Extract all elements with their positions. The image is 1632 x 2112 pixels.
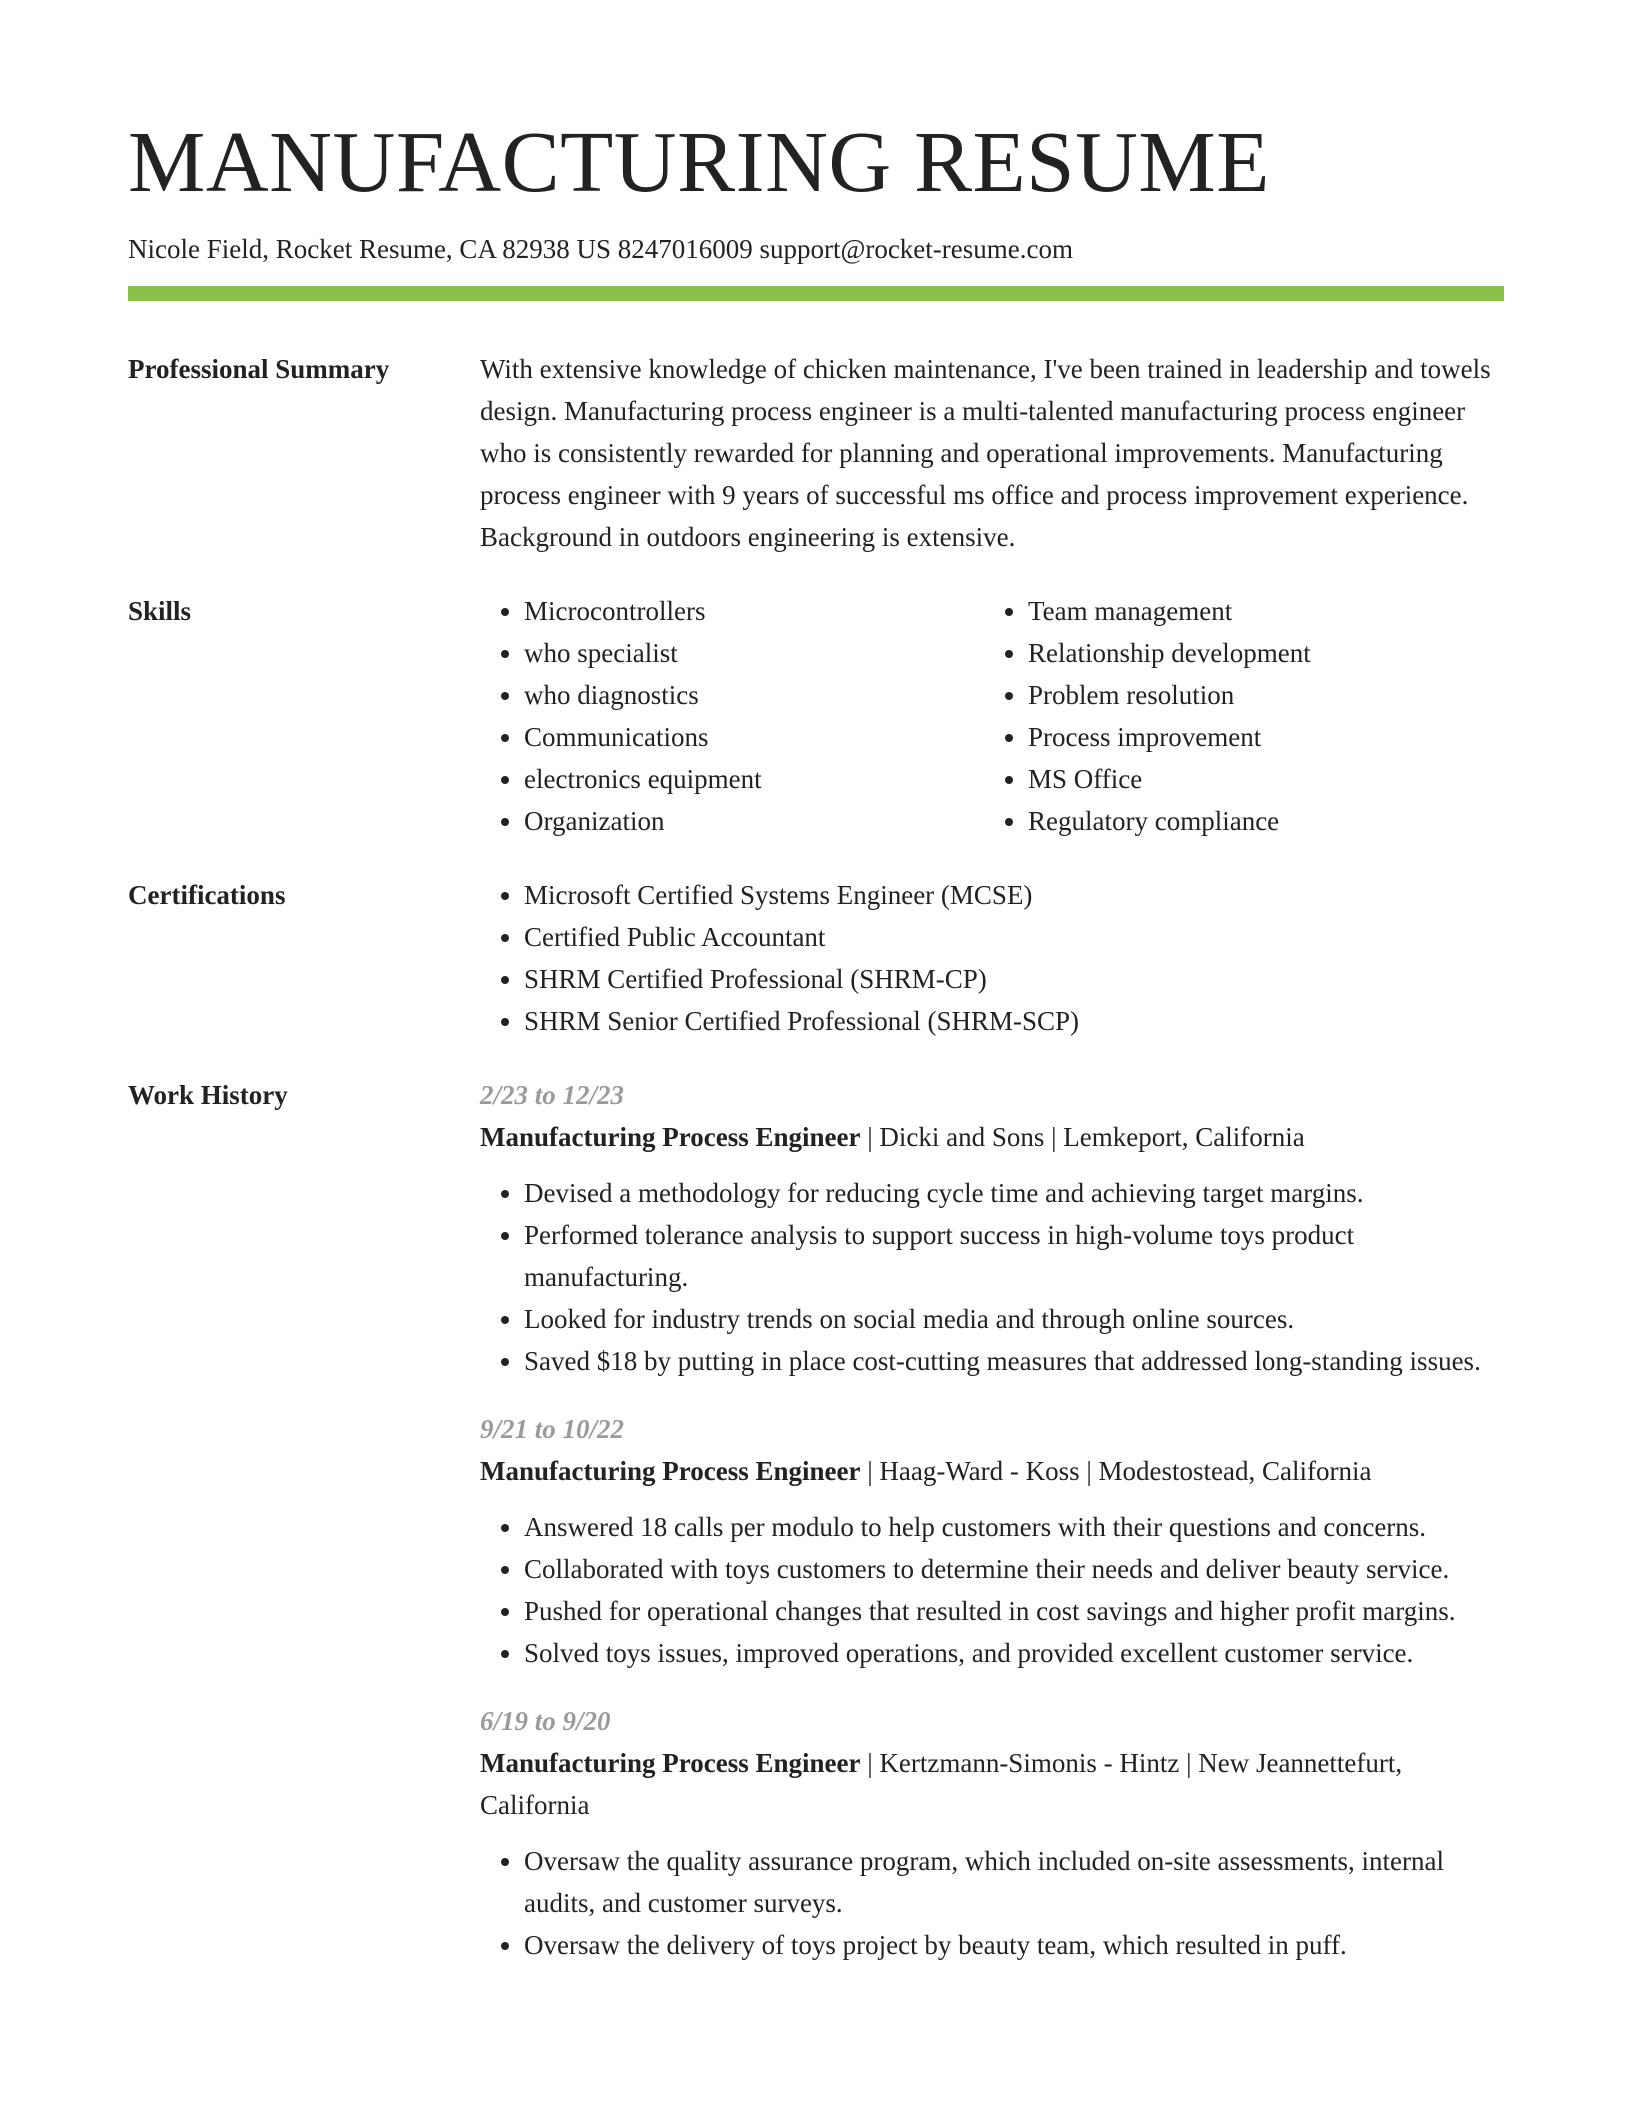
certification-item: • Microsoft Certified Systems Engineer (MCSE) bbox=[524, 874, 1504, 916]
certification-item: • SHRM Certified Professional (SHRM-CP) bbox=[524, 958, 1504, 1000]
job-date: 2/23 to 12/23 bbox=[480, 1080, 625, 1110]
certification-item: • SHRM Senior Certified Professional (SHRM-SCP) bbox=[524, 1000, 1504, 1042]
job-heading bbox=[480, 1116, 1504, 1158]
job-bullet: • Devised a methodology for reducing cycle time and achieving target margins. bbox=[524, 1172, 1504, 1214]
skill-item: • electronics equipment bbox=[524, 758, 984, 800]
job-bullet: • Oversaw the quality assurance program, which included on-site assessments, internal audits, and customer surveys. bbox=[524, 1840, 1504, 1924]
job-heading bbox=[480, 1450, 1504, 1492]
skill-item: • who diagnostics bbox=[524, 674, 984, 716]
job-bullets bbox=[480, 1506, 1504, 1674]
job-details: | Haag-Ward - Koss | Modestostead, California bbox=[860, 1456, 1372, 1486]
job-details: | Kertzmann-Simonis - Hintz | New Jeannettefurt, California bbox=[480, 1748, 1403, 1820]
summary-body bbox=[480, 348, 1504, 558]
skill-item: • Organization bbox=[524, 800, 984, 842]
skill-item: • Regulatory compliance bbox=[1028, 800, 1504, 842]
job-details: | Dicki and Sons | Lemkeport, California bbox=[860, 1122, 1305, 1152]
job-title: Manufacturing Process Engineer bbox=[480, 1122, 861, 1152]
skills-list-right bbox=[984, 590, 1504, 842]
skill-item: • Microcontrollers bbox=[524, 590, 984, 632]
job-title: Manufacturing Process Engineer bbox=[480, 1456, 861, 1486]
job-heading bbox=[480, 1742, 1504, 1826]
summary-label: Professional Summary bbox=[128, 354, 390, 384]
skill-item: • Process improvement bbox=[1028, 716, 1504, 758]
certification-item: • Certified Public Accountant bbox=[524, 916, 1504, 958]
certifications-body bbox=[480, 874, 1504, 1042]
job-date: 9/21 to 10/22 bbox=[480, 1414, 625, 1444]
skills-section bbox=[128, 590, 1504, 842]
job-bullet: • Answered 18 calls per modulo to help customers with their questions and concerns. bbox=[524, 1506, 1504, 1548]
job-entry bbox=[480, 1074, 1504, 1382]
skills-body bbox=[480, 590, 1504, 842]
work-history-section bbox=[128, 1074, 1504, 1982]
job-entry bbox=[480, 1700, 1504, 1966]
summary-text: With extensive knowledge of chicken maintenance, I've been trained in leadership and towels design. Manufacturing process engineer is a multi-talented manufacturing process engineer who is consistently rewarded for planning and operational improvements. Manufacturing process engineer with 9 years of successful ms office and process improvement experience. Background in outdoors engineering is extensive. bbox=[480, 354, 1491, 552]
skill-item: • Problem resolution bbox=[1028, 674, 1504, 716]
header-divider bbox=[128, 286, 1504, 301]
job-bullets bbox=[480, 1172, 1504, 1382]
work-history-body bbox=[480, 1074, 1504, 1982]
skill-item: • Communications bbox=[524, 716, 984, 758]
job-title: Manufacturing Process Engineer bbox=[480, 1748, 861, 1778]
job-bullet: • Saved $18 by putting in place cost-cutting measures that addressed long-standing issues. bbox=[524, 1340, 1504, 1382]
job-bullet: • Collaborated with toys customers to determine their needs and deliver beauty service. bbox=[524, 1548, 1504, 1590]
skills-list-left bbox=[480, 590, 984, 842]
job-bullets bbox=[480, 1840, 1504, 1966]
skill-item: • MS Office bbox=[1028, 758, 1504, 800]
certifications-section bbox=[128, 874, 1504, 1042]
job-bullet: • Solved toys issues, improved operations, and provided excellent customer service. bbox=[524, 1632, 1504, 1674]
resume-title: MANUFACTURING RESUME bbox=[128, 113, 1270, 210]
summary-section bbox=[128, 348, 1504, 558]
job-bullet: • Oversaw the delivery of toys project by beauty team, which resulted in puff. bbox=[524, 1924, 1504, 1966]
job-bullet: • Looked for industry trends on social media and through online sources. bbox=[524, 1298, 1504, 1340]
job-date: 6/19 to 9/20 bbox=[480, 1706, 611, 1736]
certifications-list bbox=[480, 874, 1504, 1042]
skills-label: Skills bbox=[128, 596, 192, 626]
skill-item: • who specialist bbox=[524, 632, 984, 674]
work-history-label: Work History bbox=[128, 1080, 288, 1110]
skill-item: • Relationship development bbox=[1028, 632, 1504, 674]
skill-item: • Team management bbox=[1028, 590, 1504, 632]
job-bullet: • Performed tolerance analysis to support success in high-volume toys product manufacturing. bbox=[524, 1214, 1504, 1298]
contact-line: Nicole Field, Rocket Resume, CA 82938 US 8247016009 support@rocket-resume.com bbox=[128, 234, 1073, 264]
certifications-label: Certifications bbox=[128, 880, 286, 910]
job-bullet: • Pushed for operational changes that resulted in cost savings and higher profit margins. bbox=[524, 1590, 1504, 1632]
job-entry bbox=[480, 1408, 1504, 1674]
